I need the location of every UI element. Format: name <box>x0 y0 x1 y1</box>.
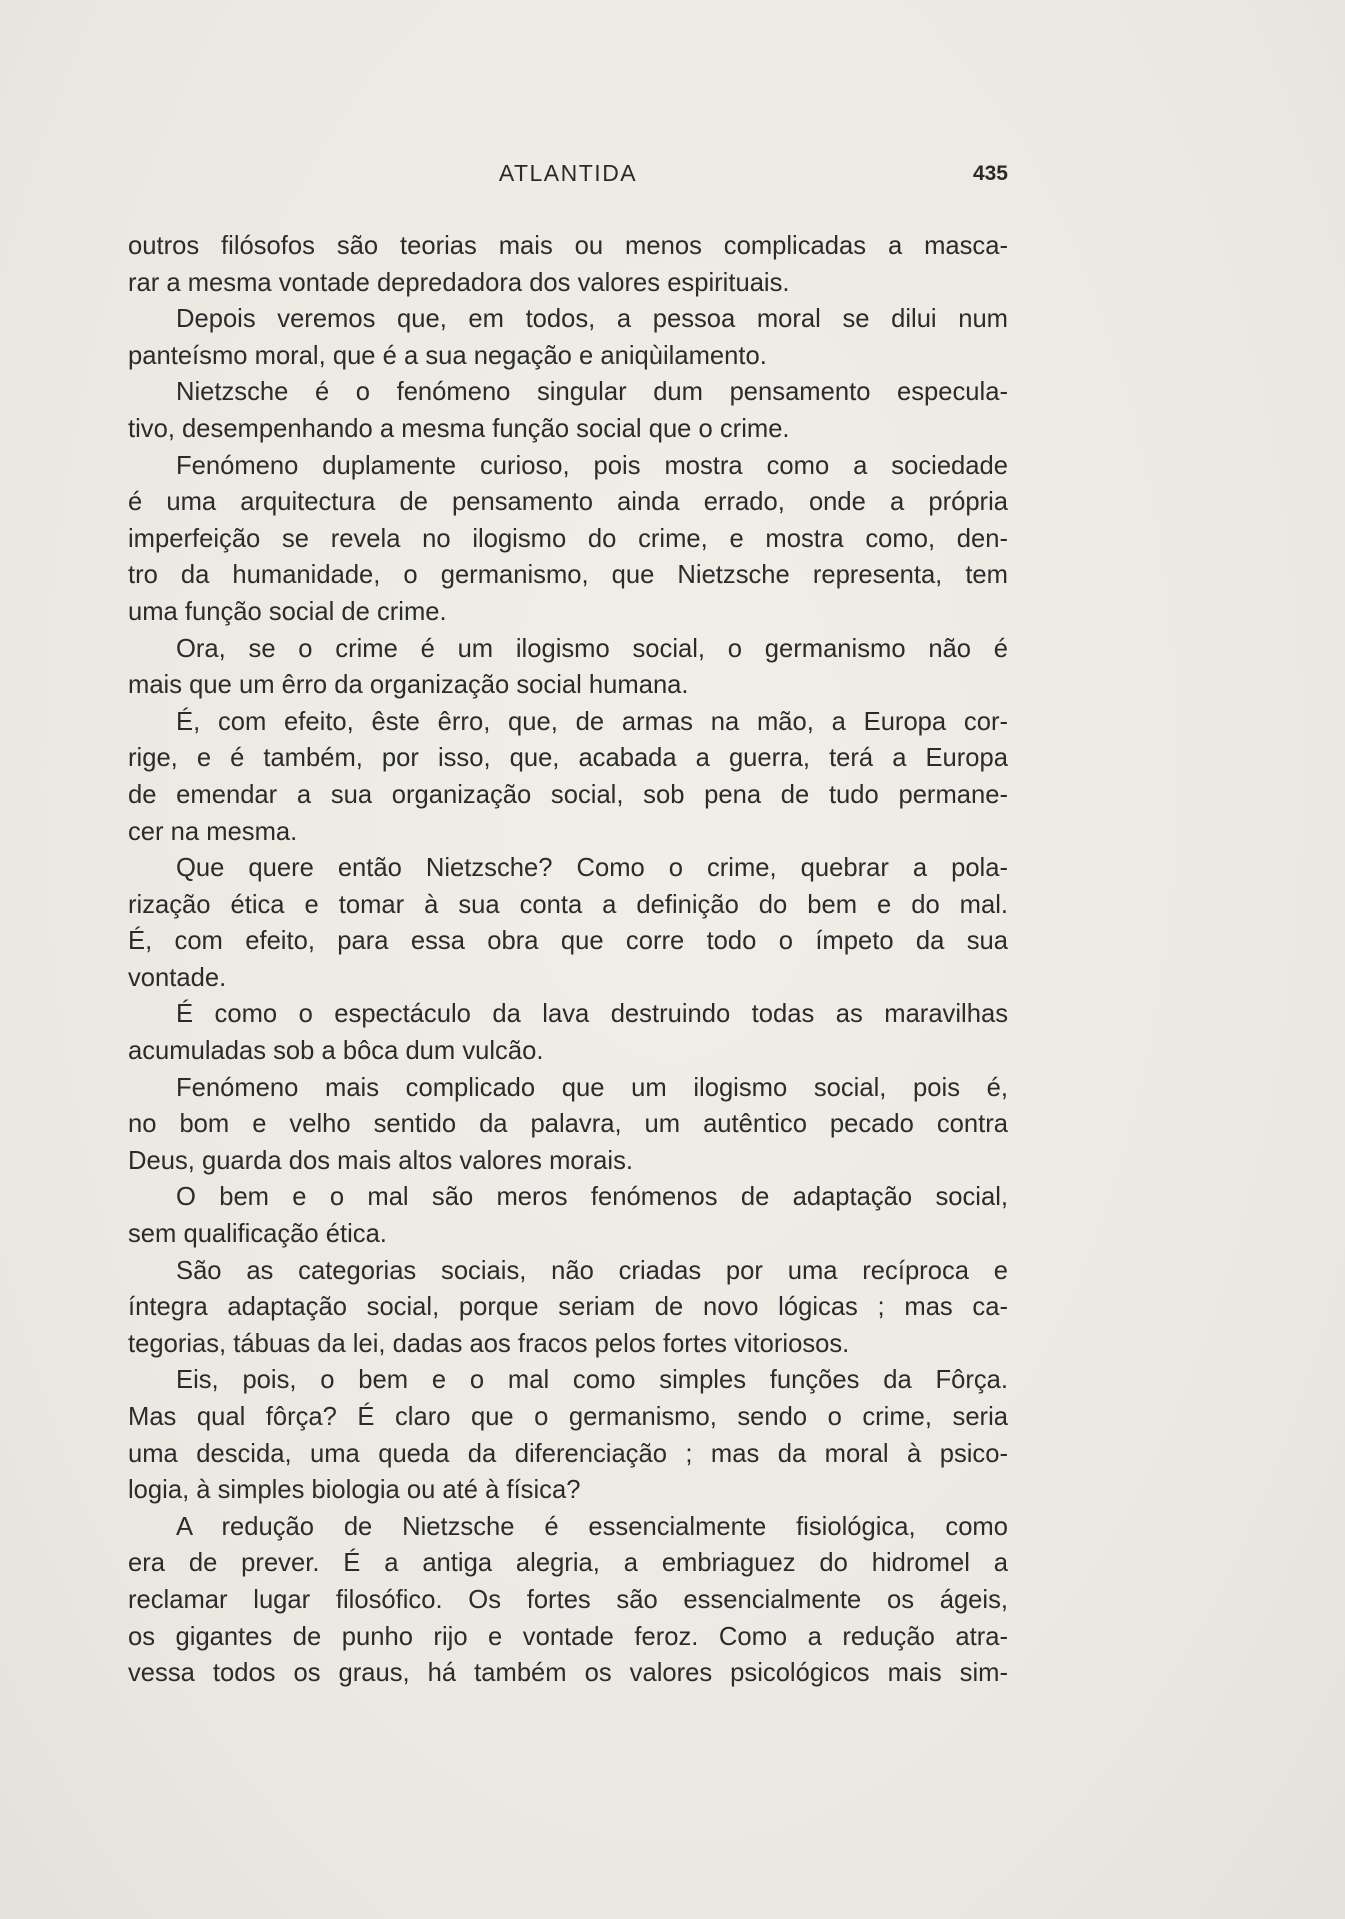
text-line: Mas qual fôrça? É claro que o germanismo, sendo o crime, seria <box>128 1403 1008 1431</box>
text-line: São as categorias sociais, não criadas por uma recíproca e <box>176 1256 1008 1285</box>
text-line: A redução de Nietzsche é essencialmente fisiológica, como <box>176 1512 1008 1541</box>
text-line: cer na mesma. <box>128 817 298 846</box>
text-line: os gigantes de punho rijo e vontade feroz. Como a redução atra- <box>128 1622 1008 1651</box>
text-line: acumuladas sob a bôca dum vulcão. <box>128 1037 544 1066</box>
text-line: Que quere então Nietzsche? Como o crime, quebrar a pola- <box>176 854 1008 883</box>
text-line: no bom e velho sentido da palavra, um autêntico pecado contra <box>128 1110 1008 1139</box>
text-line: tro da humanidade, o germanismo, que Nietzsche representa, tem <box>128 561 1008 590</box>
text-line: uma descida, uma queda da diferenciação ; mas da moral à psico- <box>128 1439 1008 1468</box>
text-line: rar a mesma vontade depredadora dos valores espirituais. <box>128 268 790 297</box>
text-line: Nietzsche é o fenómeno singular dum pensamento especula- <box>176 378 1008 407</box>
text-line: vontade. <box>128 963 227 992</box>
text-line: panteísmo moral, que é a sua negação e aniqùilamento. <box>128 341 767 370</box>
page-header <box>128 160 1008 200</box>
body-text <box>128 228 1008 1692</box>
text-line: mais que um êrro da organização social humana. <box>128 671 689 700</box>
text-line: Ora, se o crime é um ilogismo social, o germanismo não é <box>176 634 1008 663</box>
text-line: Fenómeno mais complicado que um ilogismo social, pois é, <box>176 1073 1008 1102</box>
text-line: Fenómeno duplamente curioso, pois mostra como a sociedade <box>176 451 1008 480</box>
text-line: vessa todos os graus, há também os valores psicológicos mais sim- <box>128 1659 1008 1688</box>
text-line: sem qualificação ética. <box>128 1220 387 1249</box>
text-line: Deus, guarda dos mais altos valores morais. <box>128 1146 633 1175</box>
text-line: de emendar a sua organização social, sob pena de tudo permane- <box>128 780 1008 809</box>
text-line: imperfeição se revela no ilogismo do crime, e mostra como, den- <box>128 524 1008 553</box>
text-line: Eis, pois, o bem e o mal como simples funções da Fôrça. <box>176 1366 1008 1395</box>
text-line: logia, à simples biologia ou até à física? <box>128 1476 581 1505</box>
text-line: É, com efeito, êste êrro, que, de armas na mão, a Europa cor- <box>176 707 1008 736</box>
text-line: reclamar lugar filosófico. Os fortes são essencialmente os ágeis, <box>128 1585 1008 1614</box>
text-line: íntegra adaptação social, porque seriam de novo lógicas ; mas ca- <box>128 1293 1008 1322</box>
text-line: É como o espectáculo da lava destruindo todas as maravilhas <box>176 1000 1008 1029</box>
text-line: era de prever. É a antiga alegria, a embriaguez do hidromel a <box>128 1549 1008 1578</box>
text-line: rige, e é também, por isso, que, acabada a guerra, terá a Europa <box>128 744 1008 773</box>
text-line: Depois veremos que, em todos, a pessoa moral se dilui num <box>176 305 1008 334</box>
text-line: outros filósofos são teorias mais ou menos complicadas a masca- <box>128 232 1008 260</box>
page-number: 435 <box>972 162 1008 185</box>
text-line: uma função social de crime. <box>128 597 447 626</box>
text-line: O bem e o mal são meros fenómenos de adaptação social, <box>176 1183 1008 1212</box>
text-line: tivo, desempenhando a mesma função social que o crime. <box>128 414 790 443</box>
running-title: ATLANTIDA <box>498 160 638 186</box>
text-line: rização ética e tomar à sua conta a definição do bem e do mal. <box>128 890 1008 919</box>
text-line: É, com efeito, para essa obra que corre todo o ímpeto da sua <box>128 927 1008 956</box>
text-line: tegorias, tábuas da lei, dadas aos fracos pelos fortes vitoriosos. <box>128 1329 850 1358</box>
text-line: é uma arquitectura de pensamento ainda errado, onde a própria <box>128 488 1008 517</box>
